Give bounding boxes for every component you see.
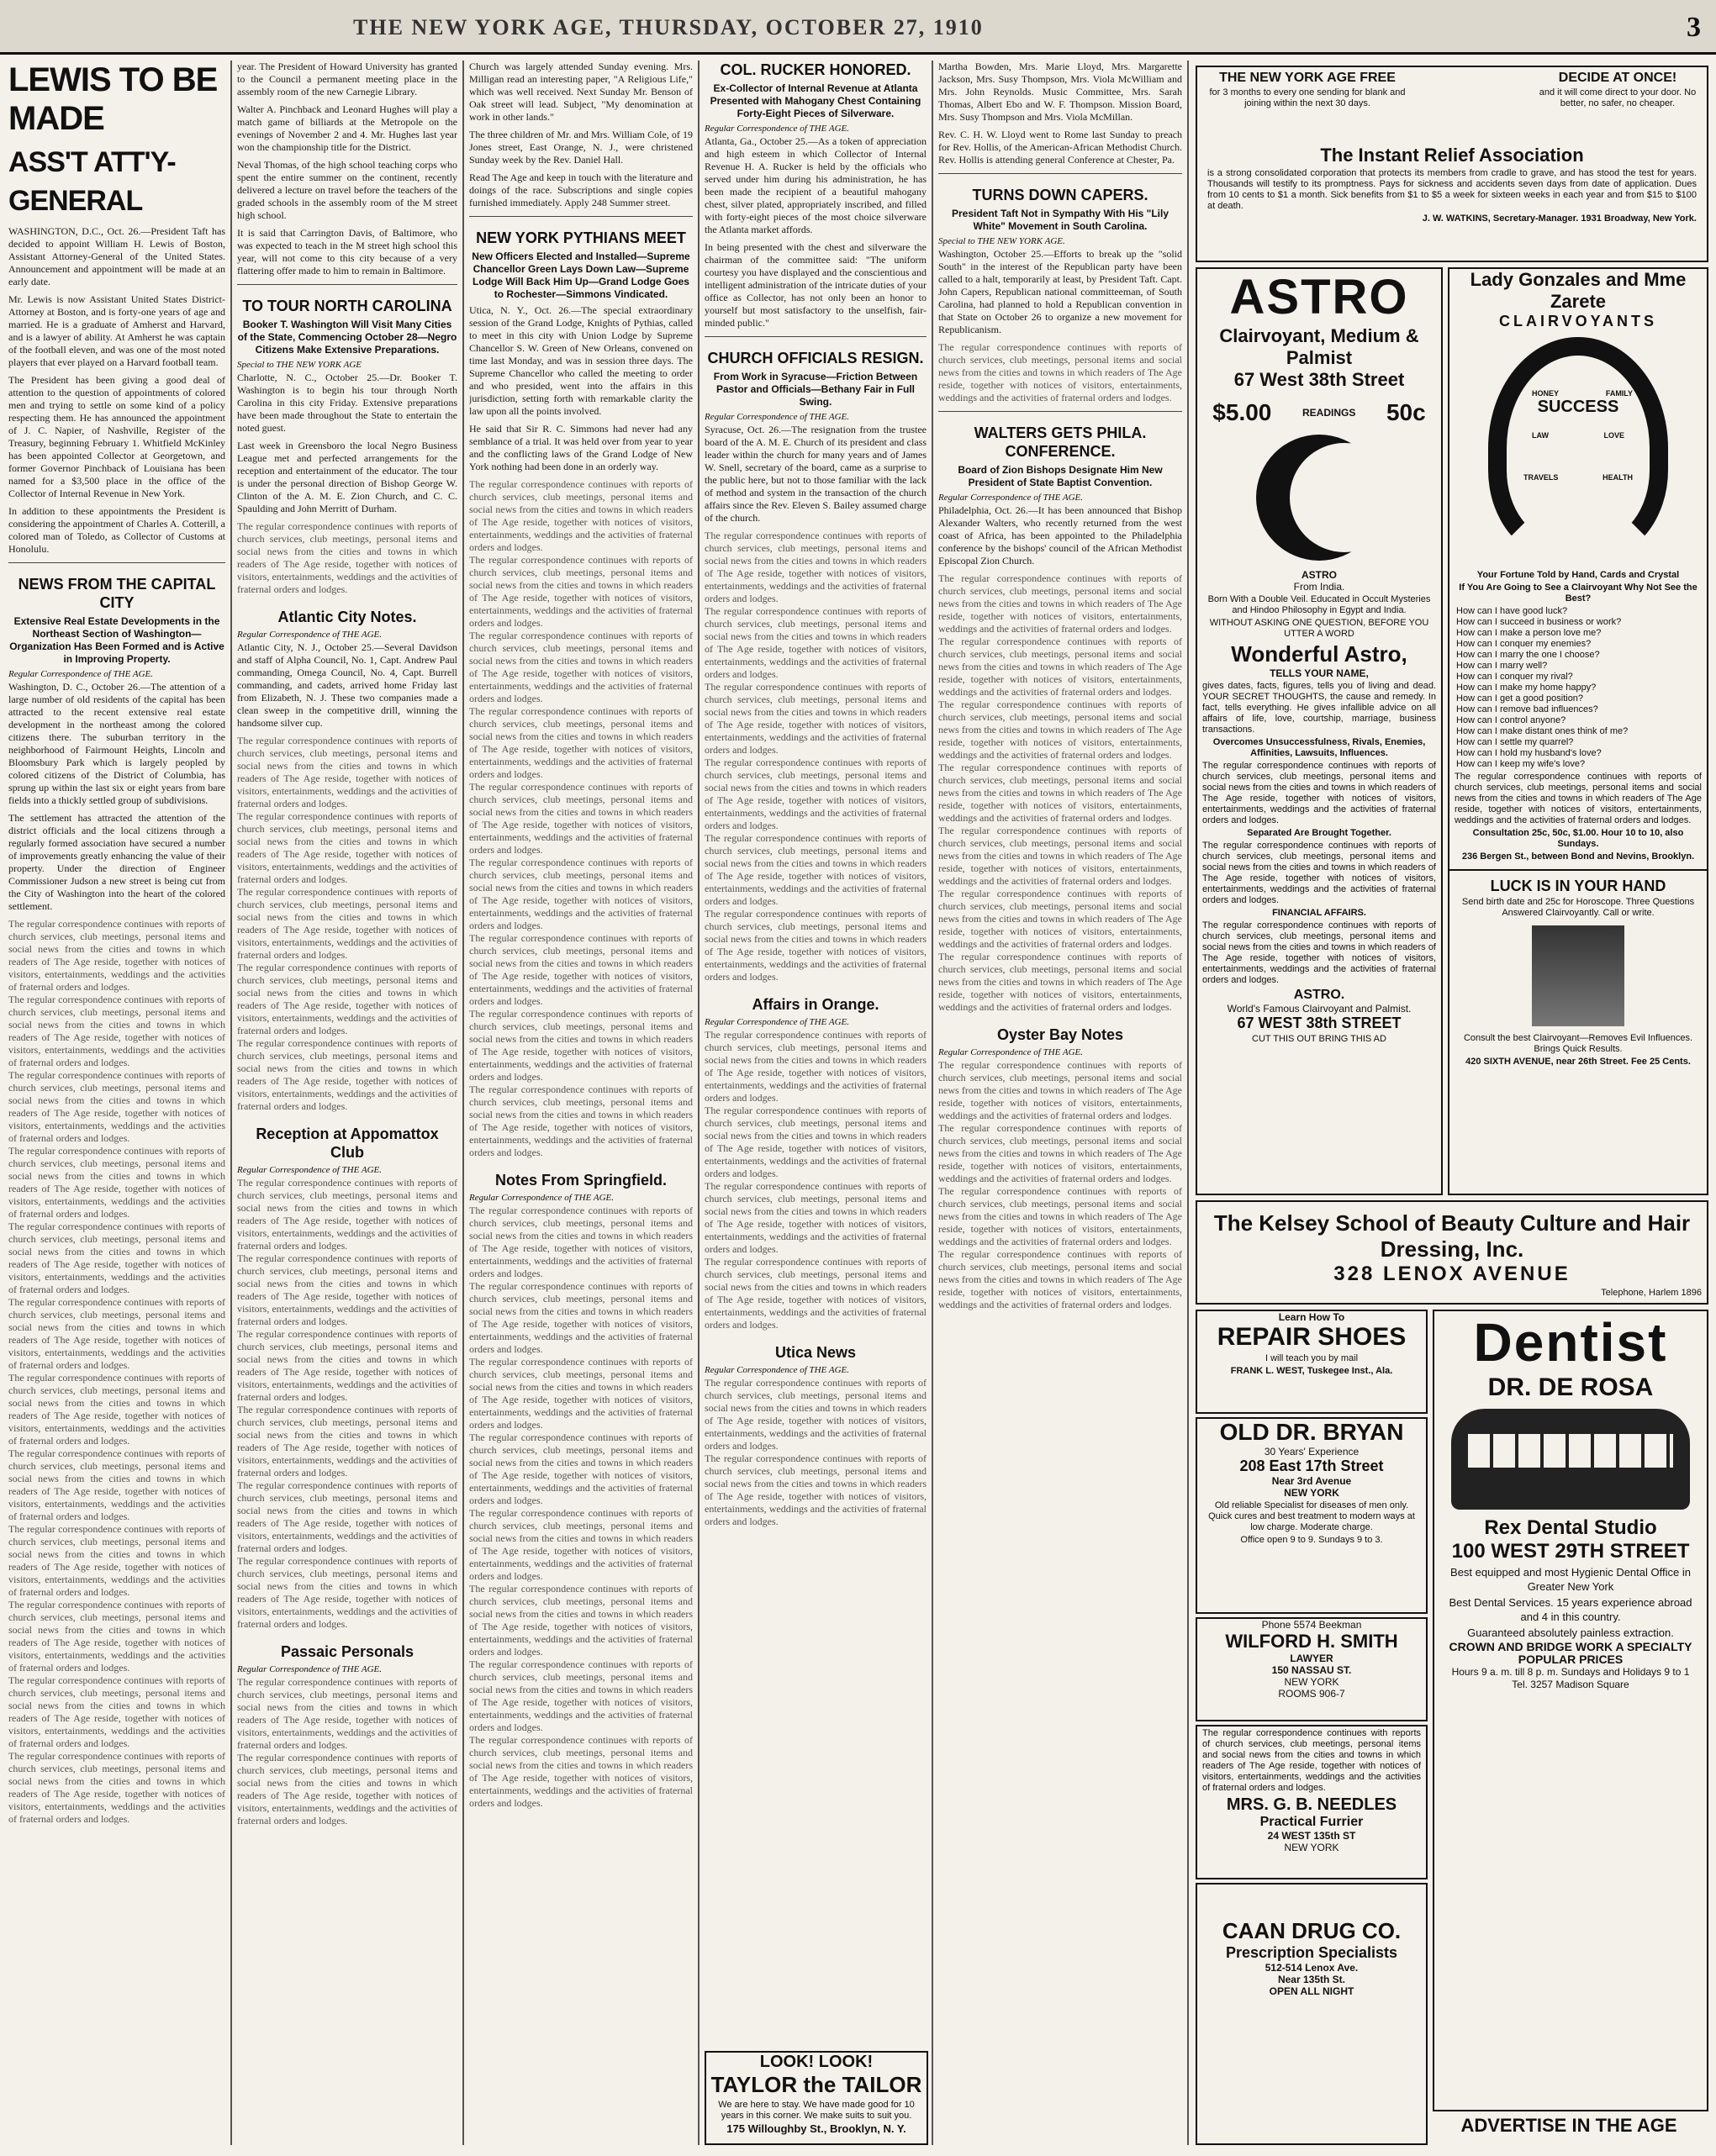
ad-bryan-address: 208 East 17th Street xyxy=(1239,1458,1384,1474)
article-paragraph: The three children of Mr. and Mrs. William Cole, of 19 Jones street, East Orange, N. J., were christened Sunday week by the Rev. Daniel Hall. xyxy=(469,129,693,166)
ad-dentist-prices: POPULAR PRICES xyxy=(1518,1653,1624,1666)
ad-instant-name: The Instant Relief Association xyxy=(1320,145,1584,166)
filler-text: The regular correspondence continues with reports of church services, club meetings, personal items and social news from the cities and towns in which readers of The Age reside, together with notices of visitors, entertainments, weddings and the activities of fraternal orders and lodges. xyxy=(469,1083,693,1158)
byline: Regular Correspondence of THE AGE. xyxy=(705,124,850,134)
ad-bryan-near: Near 3rd Avenue xyxy=(1271,1475,1352,1487)
filler-text: The regular correspondence continues with reports of church services, club meetings, personal items and social news from the cities and towns in which readers of The Age reside, together with notices of visitors, entertainments, weddings and the activities of fraternal orders and lodges. xyxy=(8,1750,225,1825)
ad-repair-line: I will teach you by mail xyxy=(1265,1353,1359,1363)
article-paragraph: Syracuse, Oct. 26.—The resignation from the trustee board of the A. M. E. Church of its president and class leader within the church for many years and of James W. Snell, secretary of the board, came as a surprise to the public here, but not to those familiar with the lack of method and system in the transaction of the church affairs since the Rev. Eleven S. Bailey assumed charge of the church. xyxy=(705,424,927,524)
byline: Regular Correspondence of THE AGE. xyxy=(8,669,154,679)
question: How can I hold my husband's love? xyxy=(1456,748,1602,758)
filler-text: The regular correspondence continues with reports of church services, club meetings, personal items and social news from the cities and towns in which readers of The Age reside, together with notices of visitors, entertainments, weddings and the activities of fraternal orders and lodges. xyxy=(705,1377,927,1452)
headline-capers: TURNS DOWN CAPERS. xyxy=(972,187,1148,203)
filler-text: The regular correspondence continues with reports of church services, club meetings, personal items and social news from the cities and towns in which readers of The Age reside, together with notices of visitors, entertainments, weddings and the activities of fraternal orders and lodges. xyxy=(237,1328,457,1403)
ad-wilford-smith xyxy=(1196,1617,1428,1721)
filler-text: The regular correspondence continues with reports of church services, club meetings, personal items and social news from the cities and towns in which readers of The Age reside, together with notices of visitors, entertainments, weddings and the activities of fraternal orders and lodges. xyxy=(8,1145,225,1220)
column-rule xyxy=(462,61,464,2145)
filler-text: The regular correspondence continues with reports of church services, club meetings, personal items and social news from the cities and towns in which readers of The Age reside, together with notices of visitors, entertainments, weddings and the activities of fraternal orders and lodges. xyxy=(469,630,693,704)
filler-text: The regular correspondence continues with reports of church services, club meetings, personal items and social news from the cities and towns in which readers of The Age reside, together with notices of visitors, entertainments, weddings and the activities of fraternal orders and lodges. xyxy=(469,1658,693,1733)
crescent-moon-icon xyxy=(1256,435,1382,561)
headline-orange: Affairs in Orange. xyxy=(752,996,879,1013)
masthead xyxy=(0,0,1716,55)
deck-church-officials: From Work in Syracuse—Friction Between Pastor and Officials—Bethany Fair in Full Swing. xyxy=(713,371,918,408)
article-paragraph: Martha Bowden, Mrs. Marie Lloyd, Mrs. Margarette Jackson, Mrs. Susy Thompson, Mrs. Viola McWilliam and Mrs. John Reynolds. Music Committee, Mrs. Sarah Thomas, Albert Ebo and W. F. Thompson. Mission Board, Mrs. Susy Thompson and Mrs. Viola McMillan. xyxy=(938,61,1182,123)
filler-text: The regular correspondence continues with reports of church services, club meetings, personal items and social news from the cities and towns in which readers of The Age reside, together with notices of visitors, entertainments, weddings and the activities of fraternal orders and lodges. xyxy=(938,888,1182,950)
deck-north-carolina: Booker T. Washington Will Visit Many Cities of the State, Commencing October 28—Negro Citizens Make Extensive Preparations. xyxy=(237,319,457,356)
ad-needles-city: NEW YORK xyxy=(1284,1842,1339,1853)
filler-text: The regular correspondence continues with reports of church services, club meetings, personal items and social news from the cities and towns in which readers of The Age reside, together with notices of visitors, entertainments, weddings and the activities of fraternal orders and lodges. xyxy=(1455,772,1702,825)
ad-dentist-experience: Best Dental Services. 15 years experience abroad and 4 in this country. xyxy=(1449,1596,1692,1623)
filler-text: The regular correspondence continues with reports of church services, club meetings, personal items and social news from the cities and towns in which readers of The Age reside, together with notices of visitors, entertainments, weddings and the activities of fraternal orders and lodges. xyxy=(1202,1728,1421,1793)
filler-text: The regular correspondence continues with reports of church services, club meetings, personal items and social news from the cities and towns in which readers of The Age reside, together with notices of visitors, entertainments, weddings and the activities of fraternal orders and lodges. xyxy=(938,572,1182,635)
filler-text: The regular correspondence continues with reports of church services, club meetings, personal items and social news from the cities and towns in which readers of The Age reside, together with notices of visitors, entertainments, weddings and the activities of fraternal orders and lodges. xyxy=(938,762,1182,824)
ad-astro-address: 67 West 38th Street xyxy=(1233,369,1405,390)
article-paragraph: Mr. Lewis is now Assistant United States District-Attorney at Boston, and is forty-one years of age and married. He is a graduate of Amherst and Harvard, and is a lawyer of ability. At Amherst he was captain of the football eleven, and was one of the most noted players that ever played on a Harvard football team. xyxy=(8,293,225,368)
column-rule xyxy=(698,61,700,2145)
deck-rucker: Ex-Collector of Internal Revenue at Atlanta Presented with Mahogany Chest Containing Forty-Eight Pieces of Silverware. xyxy=(710,82,921,119)
ad-taylor-name: TAYLOR the TAILOR xyxy=(710,2072,922,2097)
ad-instant-relief xyxy=(1196,66,1708,262)
filler-text: The regular correspondence continues with reports of church services, club meetings, personal items and social news from the cities and towns in which readers of The Age reside, together with notices of visitors, entertainments, weddings and the activities of fraternal orders and lodges. xyxy=(469,1734,693,1809)
article-paragraph: Church was largely attended Sunday evening. Mrs. Milligan read an interesting paper, "A Religious Life," which was well received. Next Sunday Mr. Benson of Oak street will lead. Subject, "My denomination at work in other lands." xyxy=(469,61,693,123)
ad-astro-from: From India. xyxy=(1293,581,1345,593)
filler-text: The regular correspondence continues with reports of church services, club meetings, personal items and social news from the cities and towns in which readers of The Age reside, together with notices of visitors, entertainments, weddings and the activities of fraternal orders and lodges. xyxy=(938,951,1182,1013)
ad-caan-name: CAAN DRUG CO. xyxy=(1222,1918,1402,1943)
article-paragraph: Washington, October 25.—Efforts to break up the "solid South" in the interest of the Republican party have been called to a halt, temporarily at least, by President Taft. Capt. John Capers, Republican national committeeman, of South Carolina, had planned to hold a Republican convention in that State on October 26 to organize a new movement for Republicanism. xyxy=(938,248,1182,335)
ad-dentist xyxy=(1433,1310,1708,2111)
article-paragraph: year. The President of Howard University has granted to the Council a permanent meeting place in the assembly room of the new Carnegie Library. xyxy=(237,61,457,98)
ad-instant-side-title: DECIDE AT ONCE! xyxy=(1558,71,1677,85)
article-paragraph: Rev. C. H. W. Lloyd went to Rome last Sunday to preach for Rev. Hollis, of the American-African Methodist Church. Rev. Hollis is attending general Conference at Chester, Pa. xyxy=(938,129,1182,166)
horseshoe-label: LOVE xyxy=(1603,431,1624,440)
dentures-icon xyxy=(1451,1409,1690,1510)
question: How can I remove bad influences? xyxy=(1456,704,1598,714)
ad-caan-near: Near 135th St. xyxy=(1277,1974,1346,1985)
filler-text: The regular correspondence continues with reports of church services, club meetings, personal items and social news from the cities and towns in which readers of The Age reside, together with notices of visitors, entertainments, weddings and the activities of fraternal orders and lodges. xyxy=(938,1185,1182,1247)
ad-astro-footer-sub: World's Famous Clairvoyant and Palmist. xyxy=(1227,1003,1412,1015)
article-paragraph: Washington, D. C., October 26.—The attention of a large number of old residents of the capital has been attracted to the recent extensive real estate development in the northeast among the colored citizens there. The suburban territory in the neighborhood of Fairmount Heights, Lincoln and Bloomsbury Park which is largely peopled by colored citizens of the District of Columbia, has sprung up within the last six or eight years from bare fields into a thickly settled group of subdivisions. xyxy=(8,681,225,806)
filler-text: The regular correspondence continues with reports of church services, club meetings, personal items and social news from the cities and towns in which readers of The Age reside, together with notices of visitors, entertainments, weddings and the activities of fraternal orders and lodges. xyxy=(705,1104,927,1179)
deck-capital-city: Extensive Real Estate Developments in the Northeast Section of Washington—Organization Has Been Formed and is Active in Improving Property. xyxy=(9,615,224,665)
ad-astro-footer-name: ASTRO. xyxy=(1293,988,1345,1002)
ad-zarete-sub: CLAIRVOYANTS xyxy=(1498,313,1658,329)
question: How can I conquer my enemies? xyxy=(1456,639,1592,649)
article-paragraph: Walter A. Pinchback and Leonard Hughes will play a match game of billiards at the Metropole on the evenings of November 2 and 4. Mr. Hughes last year won the championship title for the District. xyxy=(237,103,457,153)
byline: Regular Correspondence of THE AGE. xyxy=(938,1047,1084,1057)
ad-smith-city: NEW YORK xyxy=(1284,1676,1339,1688)
headline-north-carolina: TO TOUR NORTH CAROLINA xyxy=(242,298,452,314)
column-4 xyxy=(705,61,927,2145)
ad-zarete-ifyou: If You Are Going to See a Clairvoyant Why Not See the Best? xyxy=(1459,582,1698,604)
ad-zarete-luck-sub: Send birth date and 25c for Horoscope. Three Questions Answered Clairvoyantly. Call or write. xyxy=(1461,897,1695,918)
filler-text: The regular correspondence continues with reports of church services, club meetings, personal items and social news from the cities and towns in which readers of The Age reside, together with notices of visitors, entertainments, weddings and the activities of fraternal orders and lodges. xyxy=(469,478,693,553)
filler-text: The regular correspondence continues with reports of church services, club meetings, personal items and social news from the cities and towns in which readers of The Age reside, together with notices of visitors, entertainments, weddings and the activities of fraternal orders and lodges. xyxy=(938,341,1182,403)
article-paragraph: Atlanta, Ga., October 25.—As a token of appreciation and high esteem in which Collector of Internal Revenue H. A. Rucker is held by the officials who served under him during his administration, he has been made the recipient of a beautiful mahogany chest, silver plated, appropriately inscribed, and filled with forty-eight pieces of the most choice silverware the Atlanta market affords. xyxy=(705,135,927,235)
filler-text: The regular correspondence continues with reports of church services, club meetings, personal items and social news from the cities and towns in which readers of The Age reside, together with notices of visitors, entertainments, weddings and the activities of fraternal orders and lodges. xyxy=(938,698,1182,761)
filler-text: The regular correspondence continues with reports of church services, club meetings, personal items and social news from the cities and towns in which readers of The Age reside, together with notices of visitors, entertainments, weddings and the activities of fraternal orders and lodges. xyxy=(237,1037,457,1112)
filler-text: The regular correspondence continues with reports of church services, club meetings, personal items and social news from the cities and towns in which readers of The Age reside, together with notices of visitors, entertainments, weddings and the activities of fraternal orders and lodges. xyxy=(8,1447,225,1522)
ad-astro-price-left: $5.00 xyxy=(1212,399,1272,425)
ad-taylor-address: 175 Willoughby St., Brooklyn, N. Y. xyxy=(726,2122,906,2135)
filler-text: The regular correspondence continues with reports of church services, club meetings, personal items and social news from the cities and towns in which readers of The Age reside, together with notices of visitors, entertainments, weddings and the activities of fraternal orders and lodges. xyxy=(469,1356,693,1431)
question: How can I make my home happy? xyxy=(1456,683,1597,693)
ad-astro-overcomes: Overcomes Unsuccessfulness, Rivals, Enemies, Affinities, Lawsuits, Influences. xyxy=(1212,737,1426,758)
filler-text: The regular correspondence continues with reports of church services, club meetings, personal items and social news from the cities and towns in which readers of The Age reside, together with notices of visitors, entertainments, weddings and the activities of fraternal orders and lodges. xyxy=(237,886,457,961)
ad-astro-footer-address: 67 WEST 38th STREET xyxy=(1237,1015,1402,1031)
filler-text: The regular correspondence continues with reports of church services, club meetings, personal items and social news from the cities and towns in which readers of The Age reside, together with notices of visitors, entertainments, weddings and the activities of fraternal orders and lodges. xyxy=(705,530,927,604)
ad-repair-title: REPAIR SHOES xyxy=(1217,1323,1407,1351)
ad-taylor-tailor xyxy=(705,2051,928,2145)
question: How can I have good luck? xyxy=(1456,606,1568,616)
filler-text: The regular correspondence continues with reports of church services, club meetings, personal items and social news from the cities and towns in which readers of The Age reside, together with notices of visitors, entertainments, weddings and the activities of fraternal orders and lodges. xyxy=(469,1431,693,1506)
article-paragraph: Last week in Greensboro the local Negro Business League met and perfected arrangements for the reception and entertainment of the educator. The tour is under the personal direction of Bishop George W. Clinton of the A. M. E. Zion Church, and C. C. Spaulding and John Merritt of Durham. xyxy=(237,440,457,514)
ad-repair-shoes xyxy=(1196,1310,1428,1414)
question: How can I conquer my rival? xyxy=(1456,672,1573,682)
horseshoe-label: HEALTH xyxy=(1602,473,1633,482)
article-paragraph: Charlotte, N. C., October 25.—Dr. Booker T. Washington is to begin his tour through North Carolina in this city Friday. Extensive preparations have been made throughout the State to entertain the noted guest. xyxy=(237,372,457,434)
ad-astro-wonderful: Wonderful Astro, xyxy=(1231,641,1407,667)
deck-capers: President Taft Not in Sympathy With His "Lily White" Movement in South Carolina. xyxy=(951,208,1170,232)
ad-bryan-title: OLD DR. BRYAN xyxy=(1219,1419,1404,1445)
page-number: 3 xyxy=(1687,12,1701,43)
article-paragraph: He said that Sir R. C. Simmons had never had any semblance of a trial. It was held over from year to year and the conflicting laws of the Grand Lodge of New York nothing had been done in an orderly way. xyxy=(469,423,693,472)
ad-zarete-address2: 420 SIXTH AVENUE, near 26th Street. Fee 25 Cents. xyxy=(1465,1057,1691,1067)
filler-text: The regular correspondence continues with reports of church services, club meetings, personal items and social news from the cities and towns in which readers of The Age reside, together with notices of visitors, entertainments, weddings and the activities of fraternal orders and lodges. xyxy=(237,1752,457,1827)
headline-atlantic-city: Atlantic City Notes. xyxy=(277,609,417,625)
filler-text: The regular correspondence continues with reports of church services, club meetings, personal items and social news from the cities and towns in which readers of The Age reside, together with notices of visitors, entertainments, weddings and the activities of fraternal orders and lodges. xyxy=(705,832,927,907)
ad-smith-name: WILFORD H. SMITH xyxy=(1225,1631,1398,1652)
filler-text: The regular correspondence continues with reports of church services, club meetings, personal items and social news from the cities and towns in which readers of The Age reside, together with notices of visitors, entertainments, weddings and the activities of fraternal orders and lodges. xyxy=(705,605,927,680)
filler-text: The regular correspondence continues with reports of church services, club meetings, personal items and social news from the cities and towns in which readers of The Age reside, together with notices of visitors, entertainments, weddings and the activities of fraternal orders and lodges. xyxy=(705,908,927,983)
horseshoe-label: TRAVELS xyxy=(1523,473,1559,482)
ad-caan-address: 512-514 Lenox Ave. xyxy=(1265,1962,1359,1974)
question: How can I marry well? xyxy=(1456,661,1548,671)
byline: Regular Correspondence of THE AGE. xyxy=(705,1017,850,1027)
filler-text: The regular correspondence continues with reports of church services, club meetings, personal items and social news from the cities and towns in which readers of The Age reside, together with notices of visitors, entertainments, weddings and the activities of fraternal orders and lodges. xyxy=(8,1674,225,1749)
filler-text: The regular correspondence continues with reports of church services, club meetings, personal items and social news from the cities and towns in which readers of The Age reside, together with notices of visitors, entertainments, weddings and the activities of fraternal orders and lodges. xyxy=(469,1507,693,1582)
filler-text: The regular correspondence continues with reports of church services, club meetings, personal items and social news from the cities and towns in which readers of The Age reside, together with notices of visitors, entertainments, weddings and the activities of fraternal orders and lodges. xyxy=(938,1122,1182,1184)
filler-text: The regular correspondence continues with reports of church services, club meetings, personal items and social news from the cities and towns in which readers of The Age reside, together with notices of visitors, entertainments, weddings and the activities of fraternal orders and lodges. xyxy=(237,1555,457,1630)
byline: Regular Correspondence of THE AGE. xyxy=(237,1664,383,1674)
filler-text: The regular correspondence continues with reports of church services, club meetings, personal items and social news from the cities and towns in which readers of The Age reside, together with notices of visitors, entertainments, weddings and the activities of fraternal orders and lodges. xyxy=(469,1583,693,1658)
filler-text: The regular correspondence continues with reports of church services, club meetings, personal items and social news from the cities and towns in which readers of The Age reside, together with notices of visitors, entertainments, weddings and the activities of fraternal orders and lodges. xyxy=(237,520,457,595)
ad-zarete-consult2: Consult the best Clairvoyant—Removes Evil Influences. Brings Quick Results. xyxy=(1463,1033,1693,1054)
filler-text: The regular correspondence continues with reports of church services, club meetings, personal items and social news from the cities and towns in which readers of The Age reside, together with notices of visitors, entertainments, weddings and the activities of fraternal orders and lodges. xyxy=(705,1029,927,1104)
ad-zarete xyxy=(1448,267,1708,1195)
deck-pythians: New Officers Elected and Installed—Supreme Chancellor Green Lays Down Law—Supreme Lodge Will Back Him Up—Grand Lodge Goes to Rochester—Simmons Vindicated. xyxy=(472,250,690,300)
ad-zarete-luck-title: LUCK IS IN YOUR HAND xyxy=(1490,878,1666,894)
ad-astro-cut: CUT THIS OUT BRING THIS AD xyxy=(1252,1034,1386,1044)
ad-zarete-address: 236 Bergen St., between Bond and Nevins, Brooklyn. xyxy=(1461,851,1695,862)
ad-astro-separated: Separated Are Brought Together. xyxy=(1247,828,1391,838)
ad-instant-side-line: and it will come direct to your door. No better, no safer, no cheaper. xyxy=(1539,87,1697,108)
ad-caan-title: Prescription Specialists xyxy=(1225,1944,1398,1961)
filler-text: The regular correspondence continues with reports of church services, club meetings, personal items and social news from the cities and towns in which readers of The Age reside, together with notices of visitors, entertainments, weddings and the activities of fraternal orders and lodges. xyxy=(237,1252,457,1327)
column-1 xyxy=(8,61,225,2145)
ad-dentist-address: 100 WEST 29TH STREET xyxy=(1451,1540,1690,1563)
horseshoe-label: FAMILY xyxy=(1605,389,1633,398)
headline-utica: Utica News xyxy=(774,1344,857,1361)
article-paragraph: Read The Age and keep in touch with the literature and doings of the race. Subscriptions and single copies furnished immediately. Apply 248 Summer street. xyxy=(469,171,693,208)
filler-text: The regular correspondence continues with reports of church services, club meetings, personal items and social news from the cities and towns in which readers of The Age reside, together with notices of visitors, entertainments, weddings and the activities of fraternal orders and lodges. xyxy=(938,635,1182,698)
ad-astro xyxy=(1196,267,1443,1195)
ad-kelsey xyxy=(1196,1200,1708,1305)
ad-caan-open: OPEN ALL NIGHT xyxy=(1269,1985,1354,1997)
byline: Regular Correspondence of THE AGE. xyxy=(705,412,850,422)
filler-text: The regular correspondence continues with reports of church services, club meetings, personal items and social news from the cities and towns in which readers of The Age reside, together with notices of visitors, entertainments, weddings and the activities of fraternal orders and lodges. xyxy=(8,1599,225,1674)
horseshoe-label: LAW xyxy=(1532,431,1549,440)
article-paragraph: Neval Thomas, of the high school teaching corps who spent the entire summer on the continent, recently delivered a lecture on travel before the teachers of the graded schools in the assembly room of the M street high school. xyxy=(237,159,457,221)
filler-text: The regular correspondence continues with reports of church services, club meetings, personal items and social news from the cities and towns in which readers of The Age reside, together with notices of visitors, entertainments, weddings and the activities of fraternal orders and lodges. xyxy=(237,1479,457,1554)
filler-text: The regular correspondence continues with reports of church services, club meetings, personal items and social news from the cities and towns in which readers of The Age reside, together with notices of visitors, entertainments, weddings and the activities of fraternal orders and lodges. xyxy=(705,1452,927,1527)
ad-smith-rooms: ROOMS 906-7 xyxy=(1278,1688,1345,1700)
article-paragraph: Philadelphia, Oct. 26.—It has been announced that Bishop Alexander Walters, who recently returned from the west coast of Africa, has been appointed to the Philadelphia conference by the bishops' council of the African Methodist Episcopal Zion Church. xyxy=(938,504,1182,567)
article-paragraph: In addition to these appointments the President is considering the appointment of Charles A. Cotterill, a colored man of Toledo, as Collector of Customs at Honolulu. xyxy=(8,505,225,555)
question: How can I make distant ones think of me? xyxy=(1456,726,1629,736)
ad-instant-title: THE NEW YORK AGE FREE xyxy=(1219,71,1396,85)
ad-astro-tells: TELLS YOUR NAME, xyxy=(1270,667,1369,679)
filler-text: The regular correspondence continues with reports of church services, club meetings, personal items and social news from the cities and towns in which readers of The Age reside, together with notices of visitors, entertainments, weddings and the activities of fraternal orders and lodges. xyxy=(469,932,693,1007)
ad-dentist-guarantee: Guaranteed absolutely painless extraction. xyxy=(1467,1626,1674,1639)
filler-text: The regular correspondence continues with reports of church services, club meetings, personal items and social news from the cities and towns in which readers of The Age reside, together with notices of visitors, entertainments, weddings and the activities of fraternal orders and lodges. xyxy=(8,1372,225,1447)
filler-text: The regular correspondence continues with reports of church services, club meetings, personal items and social news from the cities and towns in which readers of The Age reside, together with notices of visitors, entertainments, weddings and the activities of fraternal orders and lodges. xyxy=(237,962,457,1036)
question: How can I get a good position? xyxy=(1456,693,1584,704)
ad-zarete-consult: Consultation 25c, 50c, $1.00. Hour 10 to 10, also Sundays. xyxy=(1472,828,1684,849)
article-paragraph: WASHINGTON, D.C., Oct. 26.—President Taft has decided to appoint William H. Lewis of Boston, Assistant Attorney-General of the United States. Announcement and appointment will be made at an early date. xyxy=(8,225,225,287)
filler-text: The regular correspondence continues with reports of church services, club meetings, personal items and social news from the cities and towns in which readers of The Age reside, together with notices of visitors, entertainments, weddings and the activities of fraternal orders and lodges. xyxy=(469,1280,693,1355)
article-paragraph: Utica, N. Y., Oct. 26.—The special extraordinary session of the Grand Lodge, Knights of Pythias, called to meet in this city with Union Lodge by Supreme Chancellor S. W. Green of New Orleans, convened on time last Monday, and was in session three days. The Supreme Chancellor who called the meeting to order and who presided, went into the affairs in this jurisdiction, setting forth with remarkable clarity the law upon all the points involved. xyxy=(469,304,693,417)
filler-text: The regular correspondence continues with reports of church services, club meetings, personal items and social news from the cities and towns in which readers of The Age reside, together with notices of visitors, entertainments, weddings and the activities of fraternal orders and lodges. xyxy=(8,1523,225,1598)
ad-astro-financial: FINANCIAL AFFAIRS. xyxy=(1272,908,1366,918)
article-paragraph: The settlement has attracted the attention of the district officials and the local citizens through a regularly formed association have secured a number of improvements greatly enhancing the value of their property. Under the direction of Engineer Commissioner Judson a new street is being cut from the City of Washington into the heart of the colored settlement. xyxy=(8,812,225,912)
byline: Regular Correspondence of THE AGE. xyxy=(469,1193,615,1203)
ad-kelsey-address: 328 LENOX AVENUE xyxy=(1333,1262,1571,1285)
filler-text: The regular correspondence continues with reports of church services, club meetings, personal items and social news from the cities and towns in which readers of The Age reside, together with notices of visitors, entertainments, weddings and the activities of fraternal orders and lodges. xyxy=(705,681,927,756)
ad-taylor-line: We are here to stay. We have made good for 10 years in this corner. We make suits to suit you. xyxy=(718,2100,915,2121)
filler-text: The regular correspondence continues with reports of church services, club meetings, personal items and social news from the cities and towns in which readers of The Age reside, together with notices of visitors, entertainments, weddings and the activities of fraternal orders and lodges. xyxy=(8,994,225,1068)
ad-dentist-studio: Rex Dental Studio xyxy=(1484,1516,1657,1539)
filler-text: The regular correspondence continues with reports of church services, club meetings, personal items and social news from the cities and towns in which readers of The Age reside, together with notices of visitors, entertainments, weddings and the activities of fraternal orders and lodges. xyxy=(469,781,693,856)
filler-text: The regular correspondence continues with reports of church services, club meetings, personal items and social news from the cities and towns in which readers of The Age reside, together with notices of visitors, entertainments, weddings and the activities of fraternal orders and lodges. xyxy=(237,1177,457,1252)
ad-dentist-hours: Hours 9 a. m. till 8 p. m. Sundays and Holidays 9 to 1 xyxy=(1451,1666,1690,1678)
ad-astro-title: ASTRO xyxy=(1229,270,1409,324)
filler-text: The regular correspondence continues with reports of church services, club meetings, personal items and social news from the cities and towns in which readers of The Age reside, together with notices of visitors, entertainments, weddings and the activities of fraternal orders and lodges. xyxy=(938,1059,1182,1121)
filler-text: The regular correspondence continues with reports of church services, club meetings, personal items and social news from the cities and towns in which readers of The Age reside, together with notices of visitors, entertainments, weddings and the activities of fraternal orders and lodges. xyxy=(469,554,693,629)
question: How can I settle my quarrel? xyxy=(1456,737,1574,747)
filler-text: The regular correspondence continues with reports of church services, club meetings, personal items and social news from the cities and towns in which readers of The Age reside, together with notices of visitors, entertainments, weddings and the activities of fraternal orders and lodges. xyxy=(237,810,457,885)
article-paragraph: It is said that Carrington Davis, of Baltimore, who was expected to teach in the M street high school this year, will not come to this city because of a very flattering offer made to him to remain in Baltimore. xyxy=(237,227,457,277)
ad-dentist-title: Dentist xyxy=(1473,1312,1668,1373)
headline-pythians: NEW YORK PYTHIANS MEET xyxy=(476,229,686,246)
ad-instant-address: J. W. WATKINS, Secretary-Manager. 1931 Broadway, New York. xyxy=(1422,213,1697,224)
ad-kelsey-phone: Telephone, Harlem 1896 xyxy=(1601,1288,1702,1298)
headline-lewis-2: ASS'T ATT'Y-GENERAL xyxy=(8,146,176,217)
byline: Regular Correspondence of THE AGE. xyxy=(705,1365,850,1375)
ad-zarete-success: SUCCESS xyxy=(1537,398,1619,416)
filler-text: The regular correspondence continues with reports of church services, club meetings, personal items and social news from the cities and towns in which readers of The Age reside, together with notices of visitors, entertainments, weddings and the activities of fraternal orders and lodges. xyxy=(237,735,457,809)
headline-appomattox: Reception at Appomattox Club xyxy=(256,1125,439,1161)
column-2 xyxy=(237,61,457,2145)
ad-needles xyxy=(1196,1725,1428,1879)
ad-zarete-fortune: Your Fortune Told by Hand, Cards and Crystal xyxy=(1476,570,1680,580)
headline-lewis: LEWIS TO BE MADE xyxy=(8,61,218,137)
filler-text: The regular correspondence continues with reports of church services, club meetings, personal items and social news from the cities and towns in which readers of The Age reside, together with notices of visitors, entertainments, weddings and the activities of fraternal orders and lodges. xyxy=(469,1205,693,1279)
byline: Regular Correspondence of THE AGE. xyxy=(237,630,383,640)
question: How can I marry the one I choose? xyxy=(1456,650,1600,660)
headline-walters: WALTERS GETS PHILA. CONFERENCE. xyxy=(974,424,1147,460)
ad-smith-address: 150 NASSAU ST. xyxy=(1271,1664,1352,1676)
ad-repair-top: Learn How To xyxy=(1278,1311,1345,1323)
deck-walters: Board of Zion Bishops Designate Him New President of State Baptist Convention. xyxy=(958,464,1163,488)
column-rule xyxy=(1187,61,1189,2145)
horseshoe-label: HONEY xyxy=(1532,389,1560,398)
filler-text: The regular correspondence continues with reports of church services, club meetings, personal items and social news from the cities and towns in which readers of The Age reside, together with notices of visitors, entertainments, weddings and the activities of fraternal orders and lodges. xyxy=(938,825,1182,887)
headline-church-officials: CHURCH OFFICIALS RESIGN. xyxy=(707,350,924,366)
column-rule xyxy=(932,61,933,2145)
filler-text: The regular correspondence continues with reports of church services, club meetings, personal items and social news from the cities and towns in which readers of The Age reside, together with notices of visitors, entertainments, weddings and the activities of fraternal orders and lodges. xyxy=(8,1220,225,1295)
filler-text: The regular correspondence continues with reports of church services, club meetings, personal items and social news from the cities and towns in which readers of The Age reside, together with notices of visitors, entertainments, weddings and the activities of fraternal orders and lodges. xyxy=(237,1404,457,1479)
byline: Special to THE NEW YORK AGE xyxy=(237,360,362,370)
ad-smith-phone: Phone 5574 Beekman xyxy=(1261,1619,1362,1631)
ad-astro-readings: READINGS xyxy=(1302,407,1356,419)
ad-taylor-look: LOOK! LOOK! xyxy=(759,2053,874,2071)
filler-text: The regular correspondence continues with reports of church services, club meetings, personal items and social news from the cities and towns in which readers of The Age reside, together with notices of visitors, entertainments, weddings and the activities of fraternal orders and lodges. xyxy=(1202,761,1436,825)
ad-instant-body: is a strong consolidated corporation that protects its members from cradle to grave, and has stood the test for years. Thousands will testify to its promptness. Pays for sickness and accidents seven days from date of application. Dues from 10 cents to $1 a month. Sick benefits from $1 to $5 a week for sixteen weeks in each year and from $15 to $100 at death. xyxy=(1207,168,1697,211)
filler-text: The regular correspondence continues with reports of church services, club meetings, personal items and social news from the cities and towns in which readers of The Age reside, together with notices of visitors, entertainments, weddings and the activities of fraternal orders and lodges. xyxy=(469,705,693,780)
headline-rucker: COL. RUCKER HONORED. xyxy=(720,61,911,78)
ad-zarete-title: Lady Gonzales and Mme Zarete xyxy=(1470,269,1687,312)
headline-passaic: Passaic Personals xyxy=(280,1643,414,1660)
ad-smith-title: LAWYER xyxy=(1290,1653,1333,1664)
ad-astro-caption: ASTRO xyxy=(1302,569,1337,581)
horseshoe-icon xyxy=(1488,337,1668,559)
filler-text: The regular correspondence continues with reports of church services, club meetings, personal items and social news from the cities and towns in which readers of The Age reside, together with notices of visitors, entertainments, weddings and the activities of fraternal orders and lodges. xyxy=(938,1248,1182,1310)
filler-text: The regular correspondence continues with reports of church services, club meetings, personal items and social news from the cities and towns in which readers of The Age reside, together with notices of visitors, entertainments, weddings and the activities of fraternal orders and lodges. xyxy=(1202,841,1436,905)
filler-text: The regular correspondence continues with reports of church services, club meetings, personal items and social news from the cities and towns in which readers of The Age reside, together with notices of visitors, entertainments, weddings and the activities of fraternal orders and lodges. xyxy=(705,756,927,831)
ad-kelsey-title: The Kelsey School of Beauty Culture and Hair Dressing, Inc. xyxy=(1213,1210,1691,1262)
column-rule xyxy=(230,61,232,2145)
article-paragraph: Atlantic City, N. J., October 25.—Several Davidson and staff of Alpha Council, No. 1, Capt. Andrew Paul commanding, Omega Council, No. 4, Capt. Burrell commanding, and cadets, arrived home Friday last from Elizabeth, N. J. These two companies made a clean sweep in the competitive drill, winning the handsome silver cup. xyxy=(237,641,457,729)
column-5 xyxy=(938,61,1182,2145)
ad-instant-line: for 3 months to every one sending for blank and joining within the next 30 days. xyxy=(1209,87,1406,108)
ad-astro-body: gives dates, facts, figures, tells you of living and dead. YOUR SECRET THOUGHTS, the cause and remedy. In fact, tells everything. He gives infallible advice on all affairs of life, love, courtship, marriage, business transactions. xyxy=(1202,681,1436,735)
filler-text: The regular correspondence continues with reports of church services, club meetings, personal items and social news from the cities and towns in which readers of The Age reside, together with notices of visitors, entertainments, weddings and the activities of fraternal orders and lodges. xyxy=(237,1676,457,1751)
filler-text: The regular correspondence continues with reports of church services, club meetings, personal items and social news from the cities and towns in which readers of The Age reside, together with notices of visitors, entertainments, weddings and the activities of fraternal orders and lodges. xyxy=(469,857,693,931)
byline: Special to THE NEW YORK AGE. xyxy=(938,236,1065,246)
ad-bryan-hours: Office open 9 to 9. Sundays 9 to 3. xyxy=(1240,1535,1383,1545)
ad-dentist-best: Best equipped and most Hygienic Dental Office in Greater New York xyxy=(1450,1566,1691,1593)
headline-oyster-bay: Oyster Bay Notes xyxy=(996,1026,1124,1043)
ad-dentist-crown: CROWN AND BRIDGE WORK A SPECIALTY xyxy=(1449,1640,1692,1653)
column-3 xyxy=(469,61,693,2145)
ad-dentist-name: DR. DE ROSA xyxy=(1487,1373,1654,1401)
ad-bryan-body: Old reliable Specialist for diseases of men only. Quick cures and best treatment to modern ways at low charge. Moderate charge. xyxy=(1208,1500,1415,1532)
ad-astro-price-right: 50c xyxy=(1386,399,1426,425)
ad-needles-name: MRS. G. B. NEEDLES xyxy=(1226,1795,1397,1814)
ad-caan-drug xyxy=(1196,1883,1428,2145)
question: How can I succeed in business or work? xyxy=(1456,617,1622,627)
headline-springfield: Notes From Springfield. xyxy=(494,1172,667,1189)
filler-text: The regular correspondence continues with reports of church services, club meetings, personal items and social news from the cities and towns in which readers of The Age reside, together with notices of visitors, entertainments, weddings and the activities of fraternal orders and lodges. xyxy=(1202,920,1436,985)
ad-repair-name: FRANK L. WEST, Tuskegee Inst., Ala. xyxy=(1230,1366,1393,1376)
portrait-image xyxy=(1532,925,1624,1026)
question: How can I make a person love me? xyxy=(1456,628,1602,638)
ad-needles-address: 24 WEST 135th ST xyxy=(1267,1830,1356,1842)
byline: Regular Correspondence of THE AGE. xyxy=(237,1165,383,1175)
ad-astro-without: WITHOUT ASKING ONE QUESTION, BEFORE YOU UTTER A WORD xyxy=(1209,618,1429,639)
masthead-text: THE NEW YORK AGE, THURSDAY, OCTOBER 27, 1910 xyxy=(353,15,984,40)
filler-text: The regular correspondence continues with reports of church services, club meetings, personal items and social news from the cities and towns in which readers of The Age reside, together with notices of visitors, entertainments, weddings and the activities of fraternal orders and lodges. xyxy=(469,1008,693,1083)
ad-astro-born: Born With a Double Veil. Educated in Occult Mysteries and Hindoo Philosophy in Egypt and India. xyxy=(1207,594,1431,615)
ad-dr-bryan xyxy=(1196,1417,1428,1614)
filler-text: The regular correspondence continues with reports of church services, club meetings, personal items and social news from the cities and towns in which readers of The Age reside, together with notices of visitors, entertainments, weddings and the activities of fraternal orders and lodges. xyxy=(705,1256,927,1331)
article-paragraph: The President has been giving a good deal of attention to the question of appointments of colored men and trying to settle on some kind of a policy respecting them. He has announced the appointment of J. C. Napier, of Nashville, Register of the Treasury, beginning February 1. Whitfield McKinley has been appointed Collector at Georgetown, and former Governor Pinchback of Louisiana has been named for a $3,500 place in the office of the Collector of Internal Revenue in New York. xyxy=(8,374,225,499)
filler-text: The regular correspondence continues with reports of church services, club meetings, personal items and social news from the cities and towns in which readers of The Age reside, together with notices of visitors, entertainments, weddings and the activities of fraternal orders and lodges. xyxy=(8,1296,225,1371)
byline: Regular Correspondence of THE AGE. xyxy=(938,493,1084,503)
filler-text: The regular correspondence continues with reports of church services, club meetings, personal items and social news from the cities and towns in which readers of The Age reside, together with notices of visitors, entertainments, weddings and the activities of fraternal orders and lodges. xyxy=(8,1069,225,1144)
filler-text: The regular correspondence continues with reports of church services, club meetings, personal items and social news from the cities and towns in which readers of The Age reside, together with notices of visitors, entertainments, weddings and the activities of fraternal orders and lodges. xyxy=(705,1180,927,1255)
article-paragraph: In being presented with the chest and silverware the chairman of the committee said: "The uniform courtesy you have displayed and the conscientious and intelligent administration of the intricate duties of your office as Collector, has not only been an honor to yourself but most satisfactory to the unselfish, fair-minded public." xyxy=(705,241,927,329)
question: How can I keep my wife's love? xyxy=(1456,759,1586,769)
ad-needles-title: Practical Furrier xyxy=(1259,1815,1364,1829)
ad-bryan-city: NEW YORK xyxy=(1284,1487,1339,1499)
headline-capital-city: NEWS FROM THE CAPITAL CITY xyxy=(18,576,216,611)
ad-astro-sub: Clairvoyant, Medium & Palmist xyxy=(1219,325,1419,368)
question: How can I control anyone? xyxy=(1456,715,1566,725)
advertise-banner: ADVERTISE IN THE AGE xyxy=(1460,2115,1677,2136)
filler-text: The regular correspondence continues with reports of church services, club meetings, personal items and social news from the cities and towns in which readers of The Age reside, together with notices of visitors, entertainments, weddings and the activities of fraternal orders and lodges. xyxy=(8,918,225,993)
ad-bryan-years: 30 Years' Experience xyxy=(1264,1446,1360,1458)
ad-dentist-tel: Tel. 3257 Madison Square xyxy=(1512,1679,1629,1690)
